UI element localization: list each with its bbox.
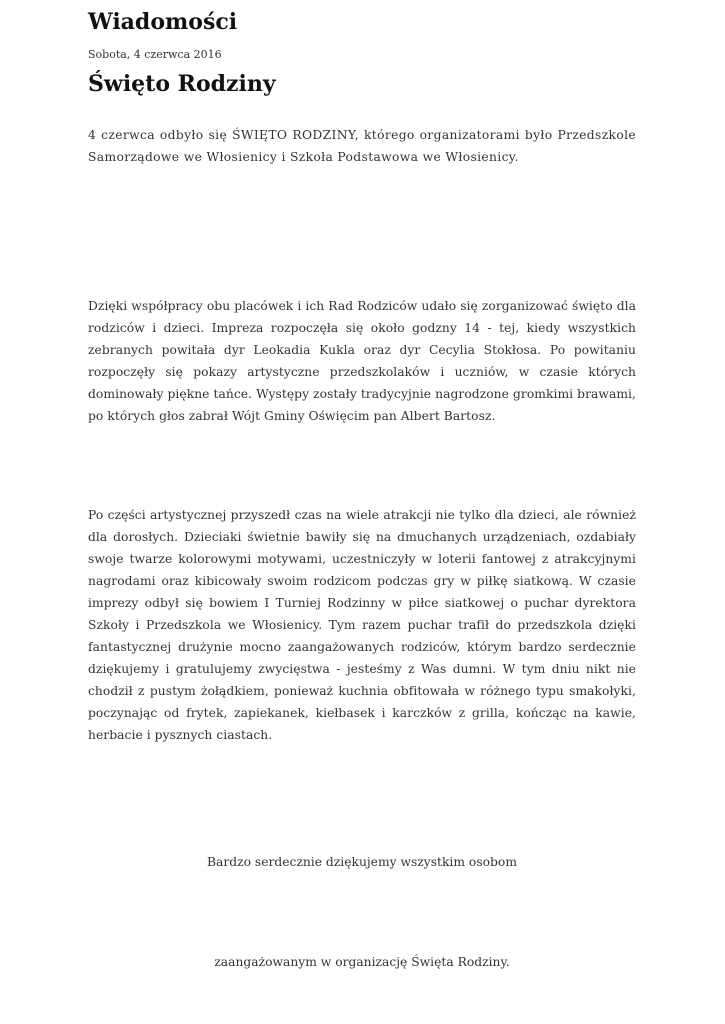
article-paragraph-cooperation: Dzięki współpracy obu placówek i ich Rad Rodziców udało się zorganizować święto dla rodziców i dzieci. Impreza rozpoczęła się około godzny 14 - tej, kiedy wszystkich zebranych powitała dyr Leokadia Kukla oraz dyr Cecylia Stokłosa. Po powitaniu rozpoczęły się pokazy artystyczne przedszkolaków i uczniów, w czasie których dominowały piękne tańce. Występy zostały tradycyjnie nagrodzone gromkimi brawami, po których głos zabrał Wójt Gminy Oświęcim pan Albert Bartosz.: [88, 299, 636, 423]
closing-line-thanks: Bardzo serdecznie dziękujemy wszystkim osobom: [207, 855, 517, 869]
article-date: Sobota, 4 czerwca 2016: [88, 48, 222, 61]
article-paragraph-attractions: Po części artystycznej przyszedł czas na wiele atrakcji nie tylko dla dzieci, ale również dla dorosłych. Dzieciaki świetnie bawiły się na dmuchanych urządzeniach, ozdabiały swoje twarze kolorowymi motywami, uczestniczyły w loterii fantowej z atrakcyjnymi nagrodami oraz kibicowały swoim rodzicom podczas gry w piłkę siatkową. W czasie imprezy odbył się bowiem I Turniej Rodzinny w piłce siatkowej o puchar dyrektora Szkoły i Przedszkola we Włosienicy. Tym razem puchar trafił do przedszkola dzięki fantastycznej drużynie mocno zaangażowanych rodziców, którym bardzo serdecznie dziękujemy i gratulujemy zwycięstwa - jesteśmy z Was dumni. W tym dniu nikt nie chodził z pustym żołądkiem, ponieważ kuchnia obfitowała w różnego typu smakołyki, poczynając od frytek, zapiekanek, kiełbasek i karczków z grilla, kończąc na kawie, herbacie i pysznych ciastach.: [88, 508, 636, 742]
article-title: Święto Rodziny: [88, 71, 276, 97]
closing-line-organizers: zaangażowanym w organizację Święta Rodziny.: [214, 955, 510, 969]
section-title: Wiadomości: [88, 9, 238, 35]
article-paragraph-intro: 4 czerwca odbyło się ŚWIĘTO RODZINY, którego organizatorami było Przedszkole Samorządowe we Włosienicy i Szkoła Podstawowa we Włosienicy.: [88, 128, 636, 164]
